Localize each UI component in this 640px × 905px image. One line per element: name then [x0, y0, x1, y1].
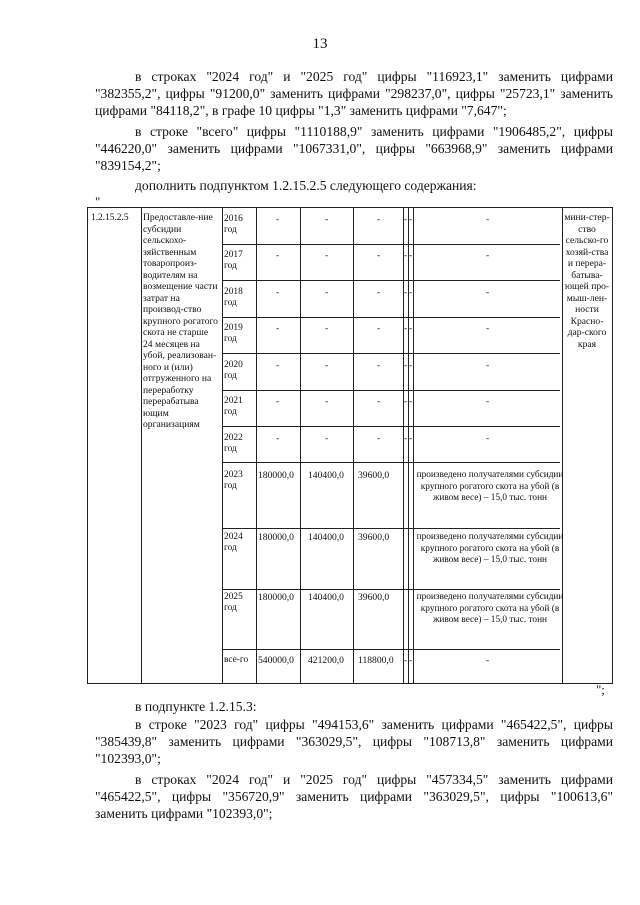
total-value: 180000,0 — [258, 592, 294, 603]
regional-value: - — [325, 323, 329, 334]
amendment-paragraph-5: в строках "2024 год" и "2025 год" цифры "457334,5" заменить цифрами "465422,5", цифры "356720,9" заменить цифрами "363029,5", цифры "100613,6" заменить цифрами "102393,0"; — [95, 772, 613, 821]
total-value: - — [276, 396, 280, 407]
dash-mark: - — [409, 360, 413, 371]
amendment-paragraph-4: в строке "2023 год" цифры "494153,6" заменить цифрами "465422,5", цифры "385439,8" заменить цифрами "363029,5", цифры "108713,8" заменить цифрами "102393,0"; — [95, 717, 613, 766]
regional-value: - — [325, 250, 329, 261]
subpoint-code: 1.2.15.2.5 — [91, 213, 129, 223]
row-year: все-го — [224, 655, 249, 665]
result-value: - — [486, 360, 490, 371]
dash-mark: - — [409, 433, 413, 444]
dash-mark: - — [404, 214, 408, 225]
row-year: 2024 год — [224, 532, 243, 553]
total-value: - — [276, 433, 280, 444]
regional-value: 421200,0 — [308, 655, 344, 666]
page-number: 13 — [312, 36, 328, 52]
regional-value: 140400,0 — [308, 532, 344, 543]
dash-mark: - — [404, 360, 408, 371]
result-value: произведено получателями субсидии крупного рогатого скота на убой (в живом весе) – 15,0 тыс. тонн — [416, 470, 564, 503]
regional-value: 140400,0 — [308, 470, 344, 481]
row-year: 2018 год — [224, 287, 243, 308]
result-value: - — [486, 287, 490, 298]
row-year: 2021 год — [224, 396, 243, 417]
federal-value: - — [377, 396, 381, 407]
responsible-executor: мини-стер-ство сельско-го хозяй-ства и перера-батыва-ющей про-мыш-лен-ности Красно-дар-ского края — [564, 212, 610, 350]
result-value: - — [486, 655, 490, 666]
dash-mark: - — [409, 287, 413, 298]
dash-mark: - — [404, 433, 408, 444]
row-year: 2016 год — [224, 214, 243, 235]
total-value: - — [276, 360, 280, 371]
regional-value: - — [325, 396, 329, 407]
federal-value: 39600,0 — [358, 470, 390, 481]
dash-mark: - — [404, 250, 408, 261]
regional-value: 140400,0 — [308, 592, 344, 603]
total-value: - — [276, 287, 280, 298]
total-value: 540000,0 — [258, 655, 294, 666]
dash-mark: - — [404, 287, 408, 298]
dash-mark: - — [404, 396, 408, 407]
federal-value: - — [377, 433, 381, 444]
result-value: произведено получателями субсидии крупного рогатого скота на убой (в живом весе) – 15,0 тыс. тонн — [416, 592, 564, 625]
row-year: 2019 год — [224, 323, 243, 344]
result-value: - — [486, 433, 490, 444]
amendment-paragraph-1: в строках "2024 год" и "2025 год" цифры "116923,1" заменить цифрами "382355,2", цифры "91200,0" заменить цифрами "298237,0", цифры "25723,1" заменить цифрами "84118,2", в графе 10 цифры "1,3" заменить цифрами "7,647"; — [95, 69, 613, 118]
subsidy-table — [87, 207, 613, 684]
result-value: - — [486, 323, 490, 334]
federal-value: - — [377, 323, 381, 334]
total-value: - — [276, 250, 280, 261]
dash-mark: - — [409, 655, 413, 666]
opening-quote: " — [95, 194, 101, 209]
federal-value: - — [377, 287, 381, 298]
row-year: 2017 год — [224, 250, 243, 271]
federal-value: - — [377, 250, 381, 261]
row-year: 2020 год — [224, 360, 243, 381]
dash-mark: - — [404, 323, 408, 334]
federal-value: - — [377, 360, 381, 371]
regional-value: - — [325, 360, 329, 371]
result-value: - — [486, 250, 490, 261]
federal-value: 39600,0 — [358, 532, 390, 543]
regional-value: - — [325, 287, 329, 298]
measure-description: Предоставле-ние субсидии сельскохо-зяйственным товаропроиз-водителям на возмещение части затрат на производ-ство крупного рогатого скота не старше 24 месяцев на убой, реализован-ного и (или) отгруженного на переработку перерабатыва ющим организациям — [143, 212, 218, 430]
dash-mark: - — [409, 214, 413, 225]
amendment-paragraph-2: в строке "всего" цифры "1110188,9" заменить цифрами "1906485,2", цифры "446220,0" заменить цифрами "1067331,0", цифры "663968,9" заменить цифрами "839154,2"; — [95, 124, 613, 173]
regional-value: - — [325, 433, 329, 444]
row-year: 2025 год — [224, 592, 243, 613]
subpoint-heading: в подпункте 1.2.15.3: — [135, 699, 257, 714]
amendment-paragraph-3: дополнить подпунктом 1.2.15.2.5 следующего содержания: — [135, 178, 477, 193]
total-value: - — [276, 214, 280, 225]
federal-value: - — [377, 214, 381, 225]
federal-value: 118800,0 — [358, 655, 394, 666]
closing-quote: "; — [596, 682, 605, 697]
result-value: - — [486, 214, 490, 225]
dash-mark: - — [404, 655, 408, 666]
total-value: 180000,0 — [258, 470, 294, 481]
result-value: - — [486, 396, 490, 407]
row-year: 2023 год — [224, 470, 243, 491]
dash-mark: - — [409, 323, 413, 334]
regional-value: - — [325, 214, 329, 225]
row-year: 2022 год — [224, 433, 243, 454]
dash-mark: - — [409, 396, 413, 407]
federal-value: 39600,0 — [358, 592, 390, 603]
total-value: 180000,0 — [258, 532, 294, 543]
dash-mark: - — [409, 250, 413, 261]
total-value: - — [276, 323, 280, 334]
result-value: произведено получателями субсидии крупного рогатого скота на убой (в живом весе) – 15,0 тыс. тонн — [416, 532, 564, 565]
